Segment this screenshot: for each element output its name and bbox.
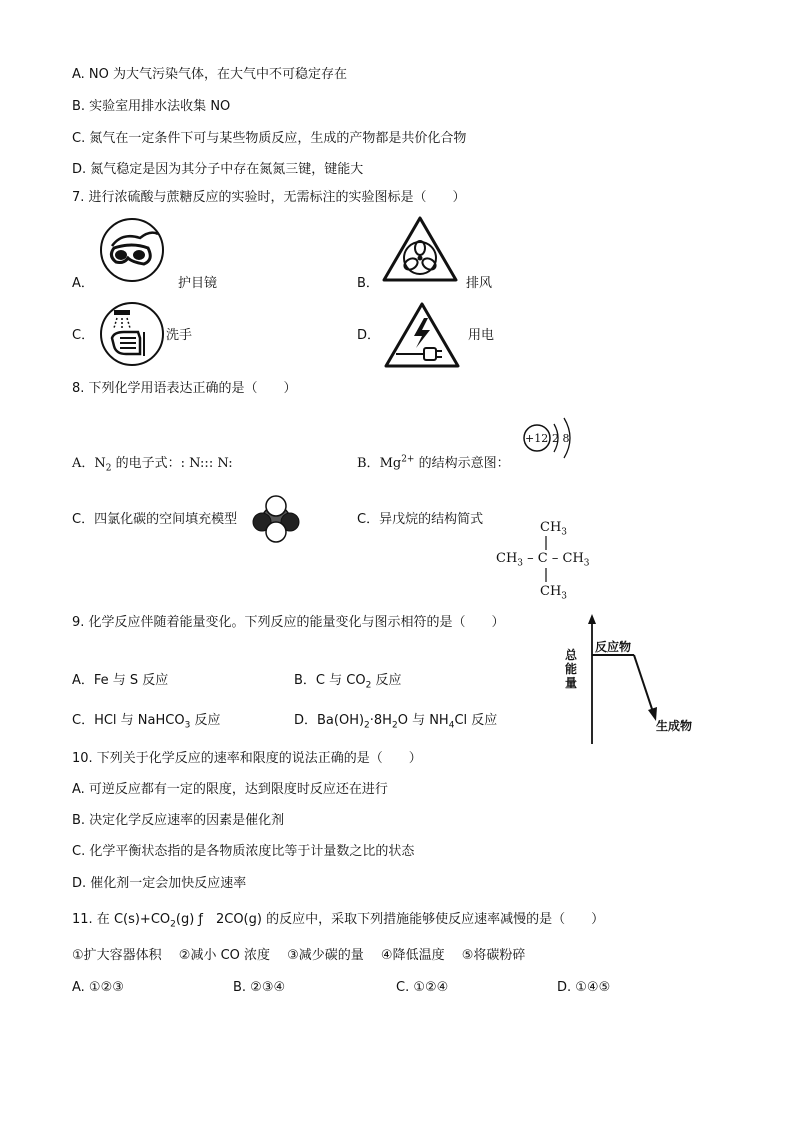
q7-d-letter: D． <box>357 328 381 343</box>
q10-option-b: B. 决定化学反应速率的因素是催化剂 <box>72 813 285 828</box>
q6-option-b: B. 实验室用排水法收集 NO <box>72 99 231 114</box>
fan-icon <box>380 214 460 284</box>
energy-axis-label: 总能量 <box>565 648 578 690</box>
q7-a-letter: A． <box>72 276 94 291</box>
reactant-label: 反应物 <box>595 640 632 654</box>
q8-option-a: A．$N_2$ 的电子式：: N::: N: <box>72 456 233 474</box>
electricity-icon <box>382 300 462 370</box>
q6-option-d: D. 氮气稳定是因为其分子中存在氮氮三键，键能大 <box>72 162 364 177</box>
mg-shell-electrons: 2 8 <box>552 432 570 445</box>
q10-option-c: C. 化学平衡状态指的是各物质浓度比等于计量数之比的状态 <box>72 844 415 859</box>
q11-option-a: A. ①②③ <box>72 980 124 995</box>
product-label: 生成物 <box>656 719 693 733</box>
isopentane-bottom-group: $CH_3$ <box>540 584 568 602</box>
q9-option-c: C．HCl 与 NaHCO$_3$ 反应 <box>72 713 221 731</box>
q10-stem: 10. 下列关于化学反应的速率和限度的说法正确的是（ ） <box>72 751 422 766</box>
q7-a-label: 护目镜 <box>178 276 218 291</box>
q7-c-letter: C． <box>72 328 95 343</box>
q9-option-d: D．$Ba(OH)_2\cdot 8H_2O$ 与 $NH_4Cl$ 反应 <box>294 713 498 731</box>
q10-option-d: D. 催化剂一定会加快反应速率 <box>72 876 247 891</box>
q11-option-c: C. ①②④ <box>396 980 449 995</box>
q6-option-c: C. 氮气在一定条件下可与某些物质反应，生成的产物都是共价化合物 <box>72 131 467 146</box>
q11-option-b: B. ②③④ <box>233 980 286 995</box>
q7-stem: 7. 进行浓硫酸与蔗糖反应的实验时，无需标注的实验图标是（ ） <box>72 190 466 205</box>
q9-option-a: A．Fe 与 S 反应 <box>72 673 169 688</box>
q7-b-letter: B． <box>357 276 379 291</box>
isopentane-main-chain: $CH_3$ – C – $CH_3$ <box>496 551 590 569</box>
goggles-icon <box>100 218 164 282</box>
q9-option-b: B．C 与 $CO_2$ 反应 <box>294 673 402 691</box>
q9-stem: 9. 化学反应伴随着能量变化。下列反应的能量变化与图示相符的是（ ） <box>72 615 505 630</box>
bond-line-top <box>545 536 549 552</box>
wash-hands-icon <box>100 302 164 366</box>
ccl4-space-filling-model <box>252 496 302 542</box>
q8-stem: 8. 下列化学用语表达正确的是（ ） <box>72 381 297 396</box>
q8-option-c: C．四氯化碳的空间填充模型 <box>72 512 238 527</box>
q11-measures: ①扩大容器体积 ②减小 CO 浓度 ③减少碳的量 ④降低温度 ⑤将碳粉碎 <box>72 948 526 963</box>
energy-diagram <box>560 610 720 750</box>
q7-b-label: 排风 <box>466 276 493 291</box>
q11-option-d: D. ①④⑤ <box>557 980 611 995</box>
isopentane-top-group: $CH_3$ <box>540 520 568 538</box>
mg-nucleus-label: +12 <box>525 432 549 445</box>
bond-line-bottom <box>545 568 549 584</box>
q7-d-label: 用电 <box>468 328 495 343</box>
q8-option-d: C．异戊烷的结构简式 <box>357 512 484 527</box>
q7-c-label: 洗手 <box>166 328 193 343</box>
q6-option-a: A. NO 为大气污染气体，在大气中不可稳定存在 <box>72 67 348 82</box>
q10-option-a: A. 可逆反应都有一定的限度，达到限度时反应还在进行 <box>72 782 388 797</box>
q11-stem: 11. 在 $C(s)+CO_2(g)$ ƒ 2CO(g) 的反应中，采取下列措施能够使反应速率减慢的是（ ） <box>72 912 605 930</box>
q8-option-b: B．$Mg^{2+}$ 的结构示意图： <box>357 454 510 471</box>
